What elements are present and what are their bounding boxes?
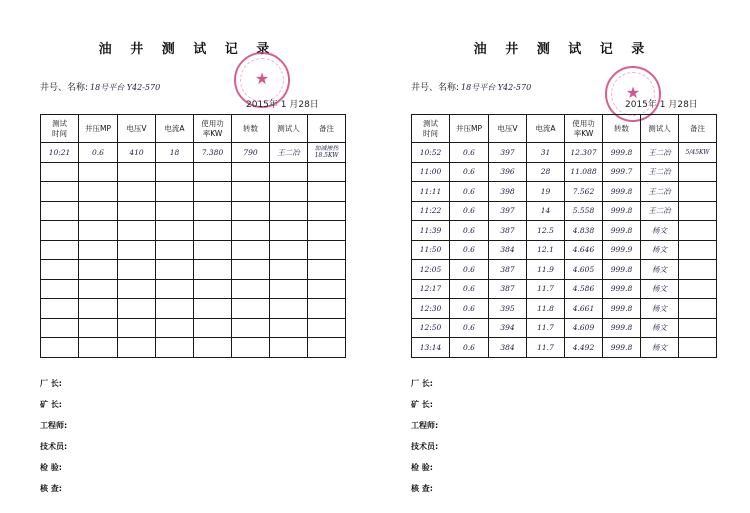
signature-label: 核 查:: [411, 484, 433, 493]
table-cell: 11:50: [412, 240, 450, 260]
table-row: [412, 338, 717, 358]
table-cell: 12:05: [412, 260, 450, 280]
table-cell: [232, 279, 270, 299]
table-cell: 397: [489, 143, 527, 163]
table-cell: [308, 221, 346, 241]
table-cell: [156, 162, 194, 182]
table-cell: [118, 221, 156, 241]
signature-label: 厂 长:: [411, 379, 433, 388]
column-header: 测试 时间: [41, 115, 79, 143]
table-cell: [679, 299, 717, 319]
table-cell: 杨文: [641, 240, 679, 260]
sheet-title: 油 井 测 试 记 录: [473, 42, 652, 57]
table-cell: 999.8: [603, 182, 641, 202]
table-cell: 加减掺热 18.5KW: [308, 143, 346, 163]
column-header: 井压MP: [79, 115, 118, 143]
table-cell: [41, 182, 79, 202]
table-row: [412, 182, 717, 202]
table-cell: [232, 338, 270, 358]
signature-label: 矿 长:: [40, 400, 62, 409]
table-cell: 4.609: [565, 318, 603, 338]
table-cell: 11.8: [527, 299, 565, 319]
well-name-line: [411, 80, 531, 93]
table-cell: [194, 279, 232, 299]
table-cell: [270, 279, 308, 299]
table-cell: [156, 221, 194, 241]
table-cell: [118, 182, 156, 202]
table-cell: [118, 240, 156, 260]
table-cell: 999.8: [603, 260, 641, 280]
table-cell: 4.661: [565, 299, 603, 319]
table-cell: [79, 338, 118, 358]
table-cell: 384: [489, 338, 527, 358]
table-cell: 999.8: [603, 143, 641, 163]
signature-label: 技术员:: [40, 442, 68, 451]
table-row: [412, 162, 717, 182]
table-cell: 4.605: [565, 260, 603, 280]
table-cell: [270, 240, 308, 260]
table-cell: 10:21: [41, 143, 79, 163]
table-cell: [118, 162, 156, 182]
table-cell: [270, 338, 308, 358]
sheet-title: 油 井 测 试 记 录: [98, 42, 277, 57]
table-cell: 5.558: [565, 201, 603, 221]
table-cell: [156, 182, 194, 202]
table-cell: 7.380: [194, 143, 232, 163]
table-cell: [308, 260, 346, 280]
table-row: [41, 299, 346, 319]
table-cell: [232, 318, 270, 338]
table-cell: 11.9: [527, 260, 565, 280]
signature-label: 工程师:: [40, 421, 68, 430]
table-cell: 19: [527, 182, 565, 202]
seal-star-icon: ★: [625, 83, 641, 103]
table-cell: [79, 299, 118, 319]
table-cell: [79, 240, 118, 260]
table-cell: [679, 240, 717, 260]
table-header-row: [412, 115, 717, 143]
table-cell: 12.1: [527, 240, 565, 260]
table-cell: 0.6: [79, 143, 118, 163]
table-cell: [232, 240, 270, 260]
table-cell: [41, 221, 79, 241]
table-cell: 999.8: [603, 338, 641, 358]
column-header: 电压V: [489, 115, 527, 143]
well-label: 井号、名称:: [411, 83, 460, 93]
table-row: [412, 143, 717, 163]
table-cell: 0.6: [450, 260, 489, 280]
table-row: [41, 201, 346, 221]
table-cell: [232, 221, 270, 241]
well-name-line: [40, 80, 160, 93]
table-cell: [156, 240, 194, 260]
table-cell: [79, 182, 118, 202]
table-cell: 11.7: [527, 318, 565, 338]
table-cell: [194, 318, 232, 338]
table-cell: 999.8: [603, 299, 641, 319]
column-header: 电压V: [118, 115, 156, 143]
table-cell: [118, 318, 156, 338]
table-cell: 12:17: [412, 279, 450, 299]
table-cell: [194, 201, 232, 221]
table-row: [41, 162, 346, 182]
table-cell: [41, 162, 79, 182]
table-cell: 0.6: [450, 182, 489, 202]
table-cell: 杨文: [641, 279, 679, 299]
table-cell: 0.6: [450, 318, 489, 338]
table-cell: 13:14: [412, 338, 450, 358]
table-cell: 397: [489, 201, 527, 221]
table-cell: 999.8: [603, 221, 641, 241]
table-row: [412, 260, 717, 280]
table-cell: 999.7: [603, 162, 641, 182]
table-cell: [232, 299, 270, 319]
column-header: 备注: [308, 115, 346, 143]
table-cell: 4.646: [565, 240, 603, 260]
right-record-sheet: [375, 0, 750, 513]
table-cell: [156, 318, 194, 338]
table-cell: [118, 338, 156, 358]
table-cell: 0.6: [450, 143, 489, 163]
table-cell: 11:00: [412, 162, 450, 182]
table-row: [412, 279, 717, 299]
table-cell: 0.6: [450, 162, 489, 182]
table-cell: [232, 260, 270, 280]
table-cell: [156, 201, 194, 221]
table-cell: 0.6: [450, 279, 489, 299]
table-cell: 4.838: [565, 221, 603, 241]
table-cell: 999.8: [603, 318, 641, 338]
table-header-row: [41, 115, 346, 143]
table-cell: 12.5: [527, 221, 565, 241]
table-cell: 12:30: [412, 299, 450, 319]
table-cell: 999.8: [603, 279, 641, 299]
signature-label: 工程师:: [411, 421, 439, 430]
table-cell: [270, 260, 308, 280]
table-cell: 395: [489, 299, 527, 319]
table-cell: [232, 162, 270, 182]
table-cell: 王二冶: [270, 143, 308, 163]
table-cell: [194, 240, 232, 260]
table-cell: 410: [118, 143, 156, 163]
table-cell: 杨文: [641, 318, 679, 338]
table-cell: 398: [489, 182, 527, 202]
column-header: 转数: [603, 115, 641, 143]
table-cell: 杨文: [641, 338, 679, 358]
table-row: [41, 182, 346, 202]
table-cell: 杨文: [641, 299, 679, 319]
table-cell: 384: [489, 240, 527, 260]
table-cell: [308, 338, 346, 358]
table-cell: [79, 201, 118, 221]
table-cell: 5/45KW: [679, 143, 717, 163]
table-cell: 790: [232, 143, 270, 163]
table-cell: 王二冶: [641, 201, 679, 221]
table-cell: 999.9: [603, 240, 641, 260]
table-cell: [118, 260, 156, 280]
signature-label: 矿 长:: [411, 400, 433, 409]
table-cell: [156, 279, 194, 299]
table-cell: [41, 338, 79, 358]
table-cell: 12.307: [565, 143, 603, 163]
column-header: 测试 时间: [412, 115, 450, 143]
table-cell: [679, 201, 717, 221]
table-cell: [41, 279, 79, 299]
signature-label: 厂 长:: [40, 379, 62, 388]
table-cell: [679, 221, 717, 241]
column-header: 转数: [232, 115, 270, 143]
table-cell: [41, 318, 79, 338]
table-cell: 11.088: [565, 162, 603, 182]
table-cell: 31: [527, 143, 565, 163]
table-cell: [194, 338, 232, 358]
table-cell: [194, 260, 232, 280]
table-cell: 11:39: [412, 221, 450, 241]
table-cell: [308, 299, 346, 319]
table-cell: 7.562: [565, 182, 603, 202]
table-row: [41, 240, 346, 260]
table-cell: 杨文: [641, 221, 679, 241]
table-cell: [79, 318, 118, 338]
table-cell: 999.8: [603, 201, 641, 221]
table-row: [412, 221, 717, 241]
table-cell: [308, 318, 346, 338]
table-row: [41, 143, 346, 163]
table-cell: 12:50: [412, 318, 450, 338]
table-cell: 396: [489, 162, 527, 182]
table-cell: 387: [489, 260, 527, 280]
table-cell: [679, 279, 717, 299]
table-cell: [270, 299, 308, 319]
column-header: 测试人: [641, 115, 679, 143]
table-cell: 14: [527, 201, 565, 221]
table-row: [412, 240, 717, 260]
table-cell: [270, 162, 308, 182]
table-row: [41, 221, 346, 241]
table-cell: [79, 221, 118, 241]
table-cell: [679, 260, 717, 280]
table-cell: [232, 182, 270, 202]
table-cell: 0.6: [450, 338, 489, 358]
table-cell: 28: [527, 162, 565, 182]
table-cell: 387: [489, 221, 527, 241]
table-cell: [679, 162, 717, 182]
record-date: 2015年 1 月28日: [246, 100, 319, 110]
table-cell: 王二冶: [641, 143, 679, 163]
table-cell: [41, 240, 79, 260]
well-name-value: 18号平台 Y42-570: [90, 83, 161, 92]
table-cell: 4.492: [565, 338, 603, 358]
column-header: 使用功 率KW: [565, 115, 603, 143]
table-cell: [194, 221, 232, 241]
table-cell: [79, 162, 118, 182]
table-cell: [308, 279, 346, 299]
column-header: 电流A: [156, 115, 194, 143]
table-cell: 394: [489, 318, 527, 338]
well-label: 井号、名称:: [40, 83, 89, 93]
column-header: 电流A: [527, 115, 565, 143]
table-cell: [41, 201, 79, 221]
table-cell: [270, 182, 308, 202]
table-row: [41, 318, 346, 338]
table-cell: [270, 221, 308, 241]
table-cell: 11:11: [412, 182, 450, 202]
table-row: [412, 201, 717, 221]
table-cell: 杨文: [641, 260, 679, 280]
table-cell: 387: [489, 279, 527, 299]
table-cell: [270, 318, 308, 338]
table-row: [41, 260, 346, 280]
table-cell: [194, 182, 232, 202]
table-cell: 0.6: [450, 221, 489, 241]
table-cell: 10:52: [412, 143, 450, 163]
table-cell: 0.6: [450, 201, 489, 221]
signature-label: 技术员:: [411, 442, 439, 451]
table-cell: [232, 201, 270, 221]
table-cell: [79, 260, 118, 280]
column-header: 测试人: [270, 115, 308, 143]
table-cell: 王二冶: [641, 162, 679, 182]
table-cell: [308, 162, 346, 182]
table-cell: [679, 318, 717, 338]
column-header: 井压MP: [450, 115, 489, 143]
table-cell: [270, 201, 308, 221]
table-cell: [308, 182, 346, 202]
table-cell: [41, 299, 79, 319]
table-cell: [79, 279, 118, 299]
table-cell: 0.6: [450, 299, 489, 319]
table-row: [41, 338, 346, 358]
table-cell: [679, 338, 717, 358]
table-cell: 4.586: [565, 279, 603, 299]
table-row: [41, 279, 346, 299]
table-cell: 18: [156, 143, 194, 163]
table-cell: [308, 240, 346, 260]
table-cell: [156, 260, 194, 280]
record-date: 2015年 1 月28日: [625, 100, 698, 110]
signature-label: 检 验:: [40, 463, 62, 472]
column-header: 备注: [679, 115, 717, 143]
table-cell: [118, 201, 156, 221]
table-cell: 11:22: [412, 201, 450, 221]
table-row: [412, 318, 717, 338]
table-cell: 11.7: [527, 338, 565, 358]
table-cell: [156, 299, 194, 319]
table-cell: 0.6: [450, 240, 489, 260]
table-cell: [118, 299, 156, 319]
well-name-value: 18号平台 Y42-570: [461, 83, 532, 92]
signature-label: 检 验:: [411, 463, 433, 472]
table-row: [412, 299, 717, 319]
record-table-right: [411, 114, 717, 358]
table-cell: 11.7: [527, 279, 565, 299]
column-header: 使用功 率KW: [194, 115, 232, 143]
signature-label: 核 查:: [40, 484, 62, 493]
table-cell: [679, 182, 717, 202]
table-cell: [194, 162, 232, 182]
table-cell: [41, 260, 79, 280]
table-cell: [308, 201, 346, 221]
table-cell: 王二冶: [641, 182, 679, 202]
record-table-left: [40, 114, 346, 358]
table-cell: [156, 338, 194, 358]
table-cell: [118, 279, 156, 299]
table-cell: [194, 299, 232, 319]
seal-star-icon: ★: [254, 69, 270, 89]
